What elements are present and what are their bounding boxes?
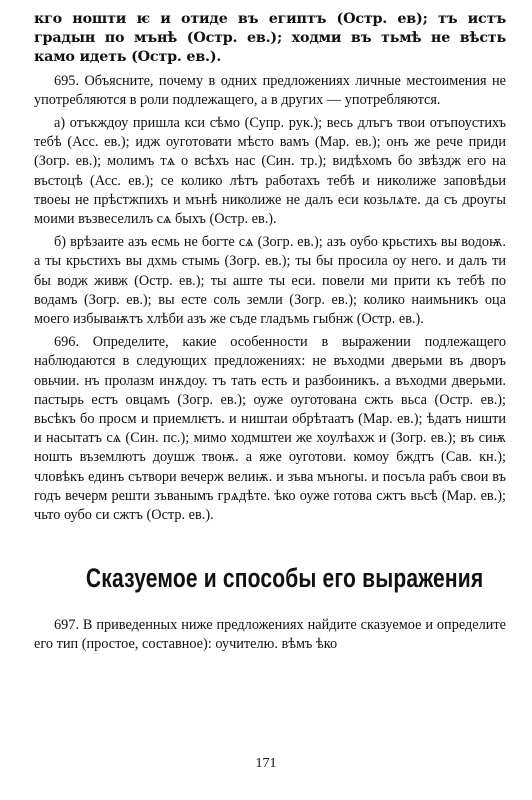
section-heading: Сказуемое и способы его выражения bbox=[85, 563, 484, 594]
exercise-695-prompt: 695. Объясните, почему в одних предложениях личные местоимения не употребляются в роли подлежащего, а в других — употребляются. bbox=[34, 72, 506, 108]
exercise-697: 697. В приведенных ниже предложениях найдите сказуемое и определите его тип (простое, составное): оучителю. вѣмъ ѣко bbox=[34, 617, 506, 653]
old-church-slavonic-text: кго ношти ѥ и отиде въ египтъ (Остр. ев); тъ истъ градын по мънѣ (Остр. ев.); ходми въ тьмѣ не вѣсть камо идеть (Остр. ев.). bbox=[34, 11, 506, 66]
exercise-695-part-b bbox=[34, 233, 506, 329]
exercise-text: 696. Определите, какие особенности в выражении подлежащего наблюдаются в следующих предложениях: не въходми дверьми въ дворъ овьчии. нъ пролазм инѫдоу. тъ тать есть и разбоиникъ. а въходми дверьми. пастырь естъ овцамъ (Зогр. ев.); оуже оуготована сжть вьса (Остр. ев.); вьсѣкъ бо просм и приемлѥтъ. и ништаи обрѣтаатъ (Мар. ев.); ѣдатъ ништи и насытатъ сѧ (Син. пс.); мимо ходмштеи же хоулѣахж и (Зогр. ев.); въ сиѭ ношть въземлютъ доушж твоѭ. а яже оуготови. комоу бждтъ (Сав. кн.); чловѣкъ единъ сътвори вечерж велиѭ. и зъва мъногы. и посъла рабъ свои въ годъ вечерм решти зъванымъ грѧдѣте. ѣко оуже готова сжтъ вьсѣ (Мар. ев.); чьто оубо си сжтъ (Остр. ев.). bbox=[34, 334, 506, 524]
paragraph-continuation-694 bbox=[34, 10, 506, 68]
exercise-text: а) отъкждоу пришла кси сѣмо (Супр. рук.); весь длъгъ твои отъпоустихъ тебѣ (Асс. ев.); идж оуготовати мѣсто вамъ (Мар. ев.); онъ же рече приди (Зогр. ев.); молимъ тѧ о всѣхъ нас (Син. тр.); видѣхомъ бо звѣздж его на въстоцѣ (Асс. ев.); се колико лѣтъ работахъ тебѣ и николиже заповѣдьи твоеы не прѣстжпихъ и мънѣ николиже не далъ еси козьлѧте. да съ дроугы моими възвеселилъ сѧ быхъ (Остр. ев.). bbox=[34, 115, 506, 228]
exercise-695-part-a bbox=[34, 114, 506, 229]
exercise-696 bbox=[34, 333, 506, 525]
exercise-text: б) врѣзаите азъ есмь не богте сѧ (Зогр. ев.); азъ оубо крьстихъ вы водоѭ. а ты крьстихъ вы дхмь стымь (Зогр. ев.); ты бы просила оу него. и далъ ти бы водж живж (Остр. ев.); ты аште ты еси. повели ми прити къ тебѣ по водамъ (Зогр. ев.); вы есте соль земли (Зогр. ев.); колико наимьникъ оца моего избываѭтъ хлѣби азъ же съде гладъмь гыбнж (Остр. ев.). bbox=[34, 234, 506, 328]
page-number: 171 bbox=[255, 756, 277, 771]
